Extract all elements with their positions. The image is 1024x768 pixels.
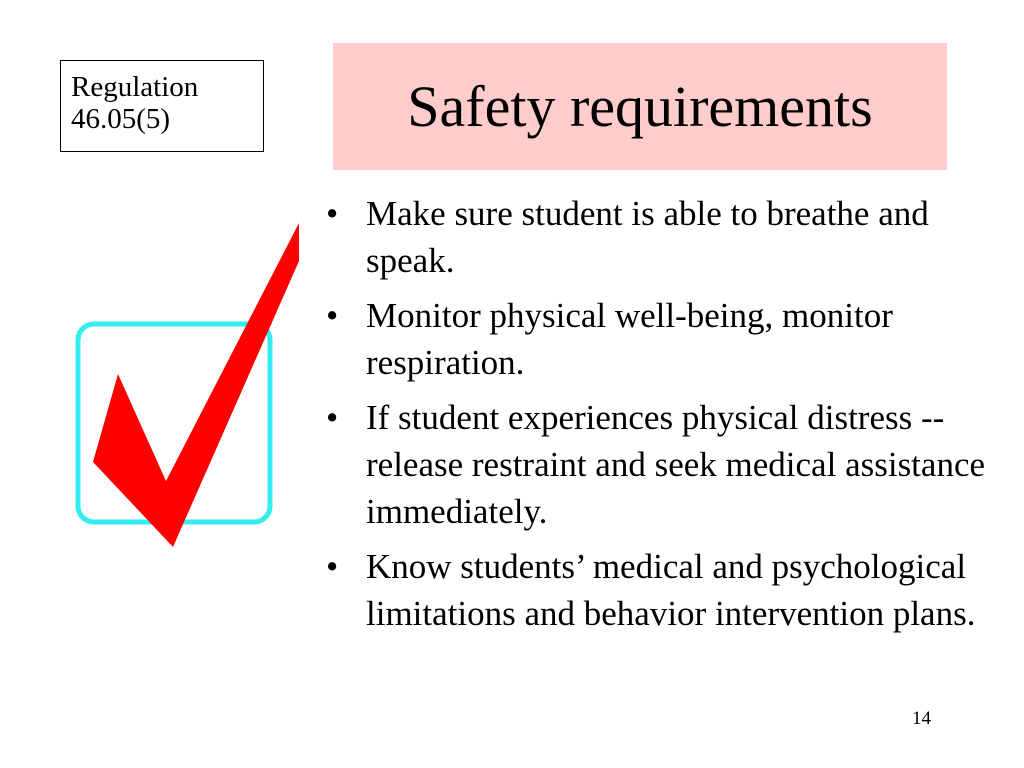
bullet-text: Know students’ medical and psychological limitations and behavior intervention plans. (366, 547, 976, 633)
slide-title: Safety requirements (407, 73, 873, 139)
bullet-list (322, 190, 992, 645)
bullet-item (322, 292, 992, 386)
regulation-label: Regulation (71, 71, 199, 103)
bullet-marker: • (326, 194, 339, 233)
regulation-box (60, 60, 264, 152)
page-number: 14 (912, 708, 931, 729)
bullet-text: Monitor physical well-being, monitor respiration. (366, 296, 893, 382)
bullet-item (322, 394, 992, 535)
bullet-marker: • (326, 398, 339, 437)
bullet-marker: • (326, 547, 339, 586)
bullet-text: Make sure student is able to breathe and speak. (366, 194, 929, 280)
bullet-item (322, 543, 992, 637)
bullet-marker: • (326, 296, 339, 335)
bullet-text: If student experiences physical distress -- release restraint and seek medical assistance immediately. (366, 398, 986, 531)
bullet-item (322, 190, 992, 284)
title-banner (333, 43, 947, 170)
regulation-number: 46.05(5) (71, 103, 171, 135)
checkmark-icon (60, 215, 310, 565)
